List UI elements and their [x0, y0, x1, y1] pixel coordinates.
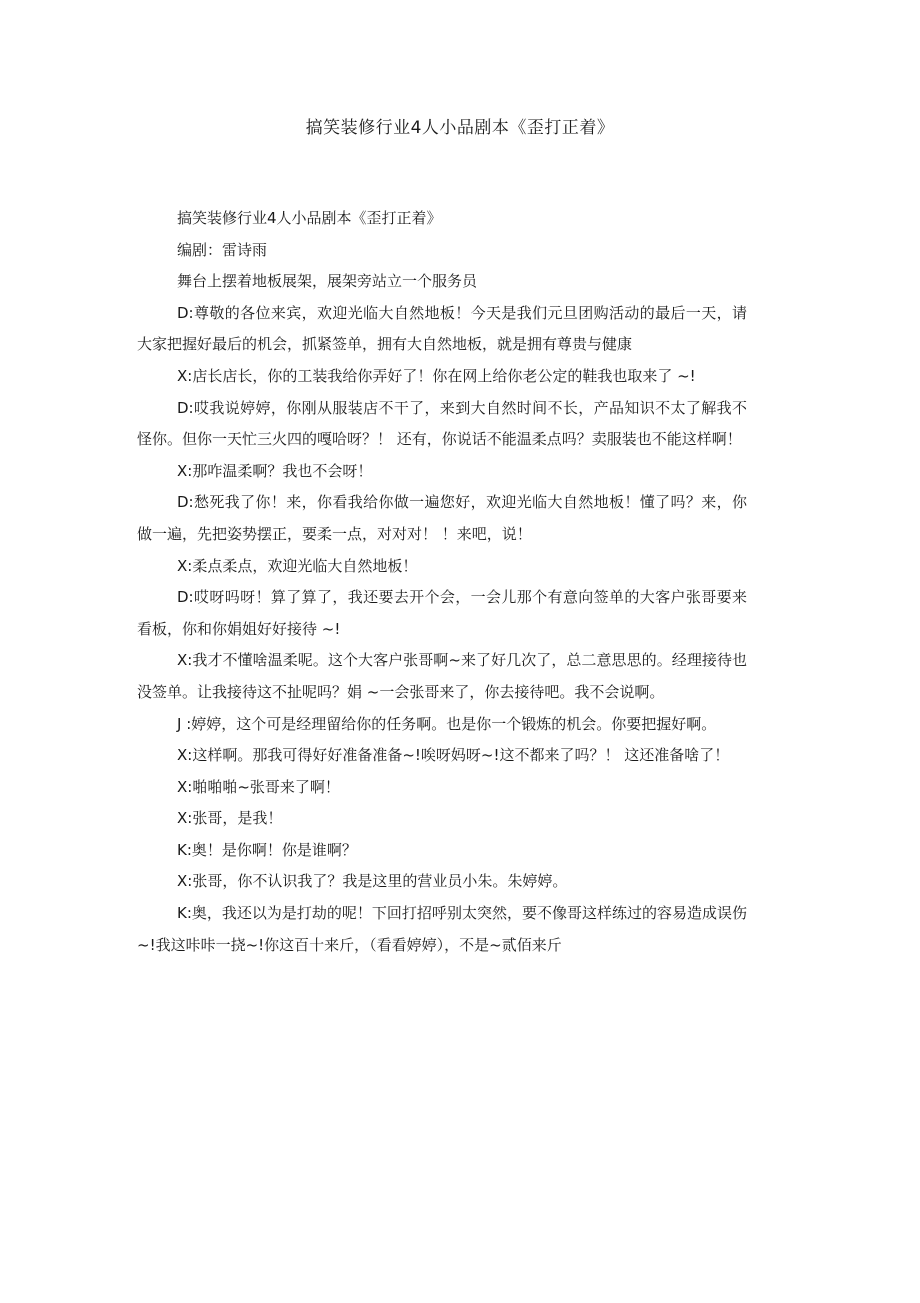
dialogue-line: D:哎我说婷婷，你刚从服装店不干了，来到大自然时间不长，产品知识不太了解我不怪你。但你一天忙三火四的嘎哈呀？！ 还有，你说话不能温柔点吗？卖服装也不能这样啊！ — [137, 398, 747, 449]
dialogue-line: X:柔点柔点，欢迎光临大自然地板！ — [177, 556, 418, 575]
dialogue-line: J :婷婷，这个可是经理留给你的任务啊。也是你一个锻炼的机会。你要把握好啊。 — [177, 714, 717, 733]
dialogue-line: D:愁死我了你！来，你看我给你做一遍您好，欢迎光临大自然地板！懂了吗？来，你做一遍，先把姿势摆正，要柔一点，对对对！ ！来吧，说！ — [137, 493, 747, 543]
script-body — [137, 203, 747, 961]
dialogue-line: X:我才不懂啥温柔呢。这个大客户张哥啊~来了好几次了，总二意思思的。经理接待也没签单。让我接待这不扯呢吗？娟 ~一会张哥来了，你去接待吧。我不会说啊。 — [137, 651, 747, 701]
dialogue-line: D:尊敬的各位来宾，欢迎光临大自然地板！今天是我们元旦团购活动的最后一天，请大家把握好最后的机会，抓紧签单，拥有大自然地板，就是拥有尊贵与健康 — [137, 303, 747, 354]
dialogue-line: X:张哥，你不认识我了？我是这里的营业员小朱。朱婷婷。 — [177, 872, 568, 891]
dialogue-line: K:奥，我还以为是打劫的呢！下回打招呼别太突然，要不像哥这样练过的容易造成误伤~!我这咔咔一挠~!你这百十来斤，（看看婷婷），不是~贰佰来斤 — [137, 904, 747, 954]
paragraph-script-title: 搞笑装修行业4人小品剧本《歪打正着》 — [177, 209, 442, 227]
paragraph-author: 编剧：雷诗雨 — [177, 240, 268, 259]
dialogue-line: D:哎呀吗呀！算了算了，我还要去开个会，一会儿那个有意向签单的大客户张哥要来看板，你和你娟姐好好接待 ~! — [137, 588, 747, 638]
dialogue-line: X:这样啊。那我可得好好准备准备~!唉呀妈呀~!这不都来了吗？！ 这还准备啥了！ — [177, 746, 730, 765]
dialogue-line: X:啪啪啪~张哥来了啊！ — [177, 777, 340, 796]
dialogue-line: X:张哥，是我！ — [177, 809, 283, 828]
dialogue-line: X:店长店长，你的工装我给你弄好了！你在网上给你老公定的鞋我也取来了 ~! — [177, 366, 696, 385]
dialogue-line: K:奥！是你啊！你是谁啊？ — [177, 840, 357, 859]
document-title: 搞笑装修行业4人小品剧本《歪打正着》 — [305, 118, 615, 138]
dialogue-line: X:那咋温柔啊？我也不会呀！ — [177, 461, 373, 480]
paragraph-stage-direction: 舞台上摆着地板展架，展架旁站立一个服务员 — [177, 272, 478, 291]
